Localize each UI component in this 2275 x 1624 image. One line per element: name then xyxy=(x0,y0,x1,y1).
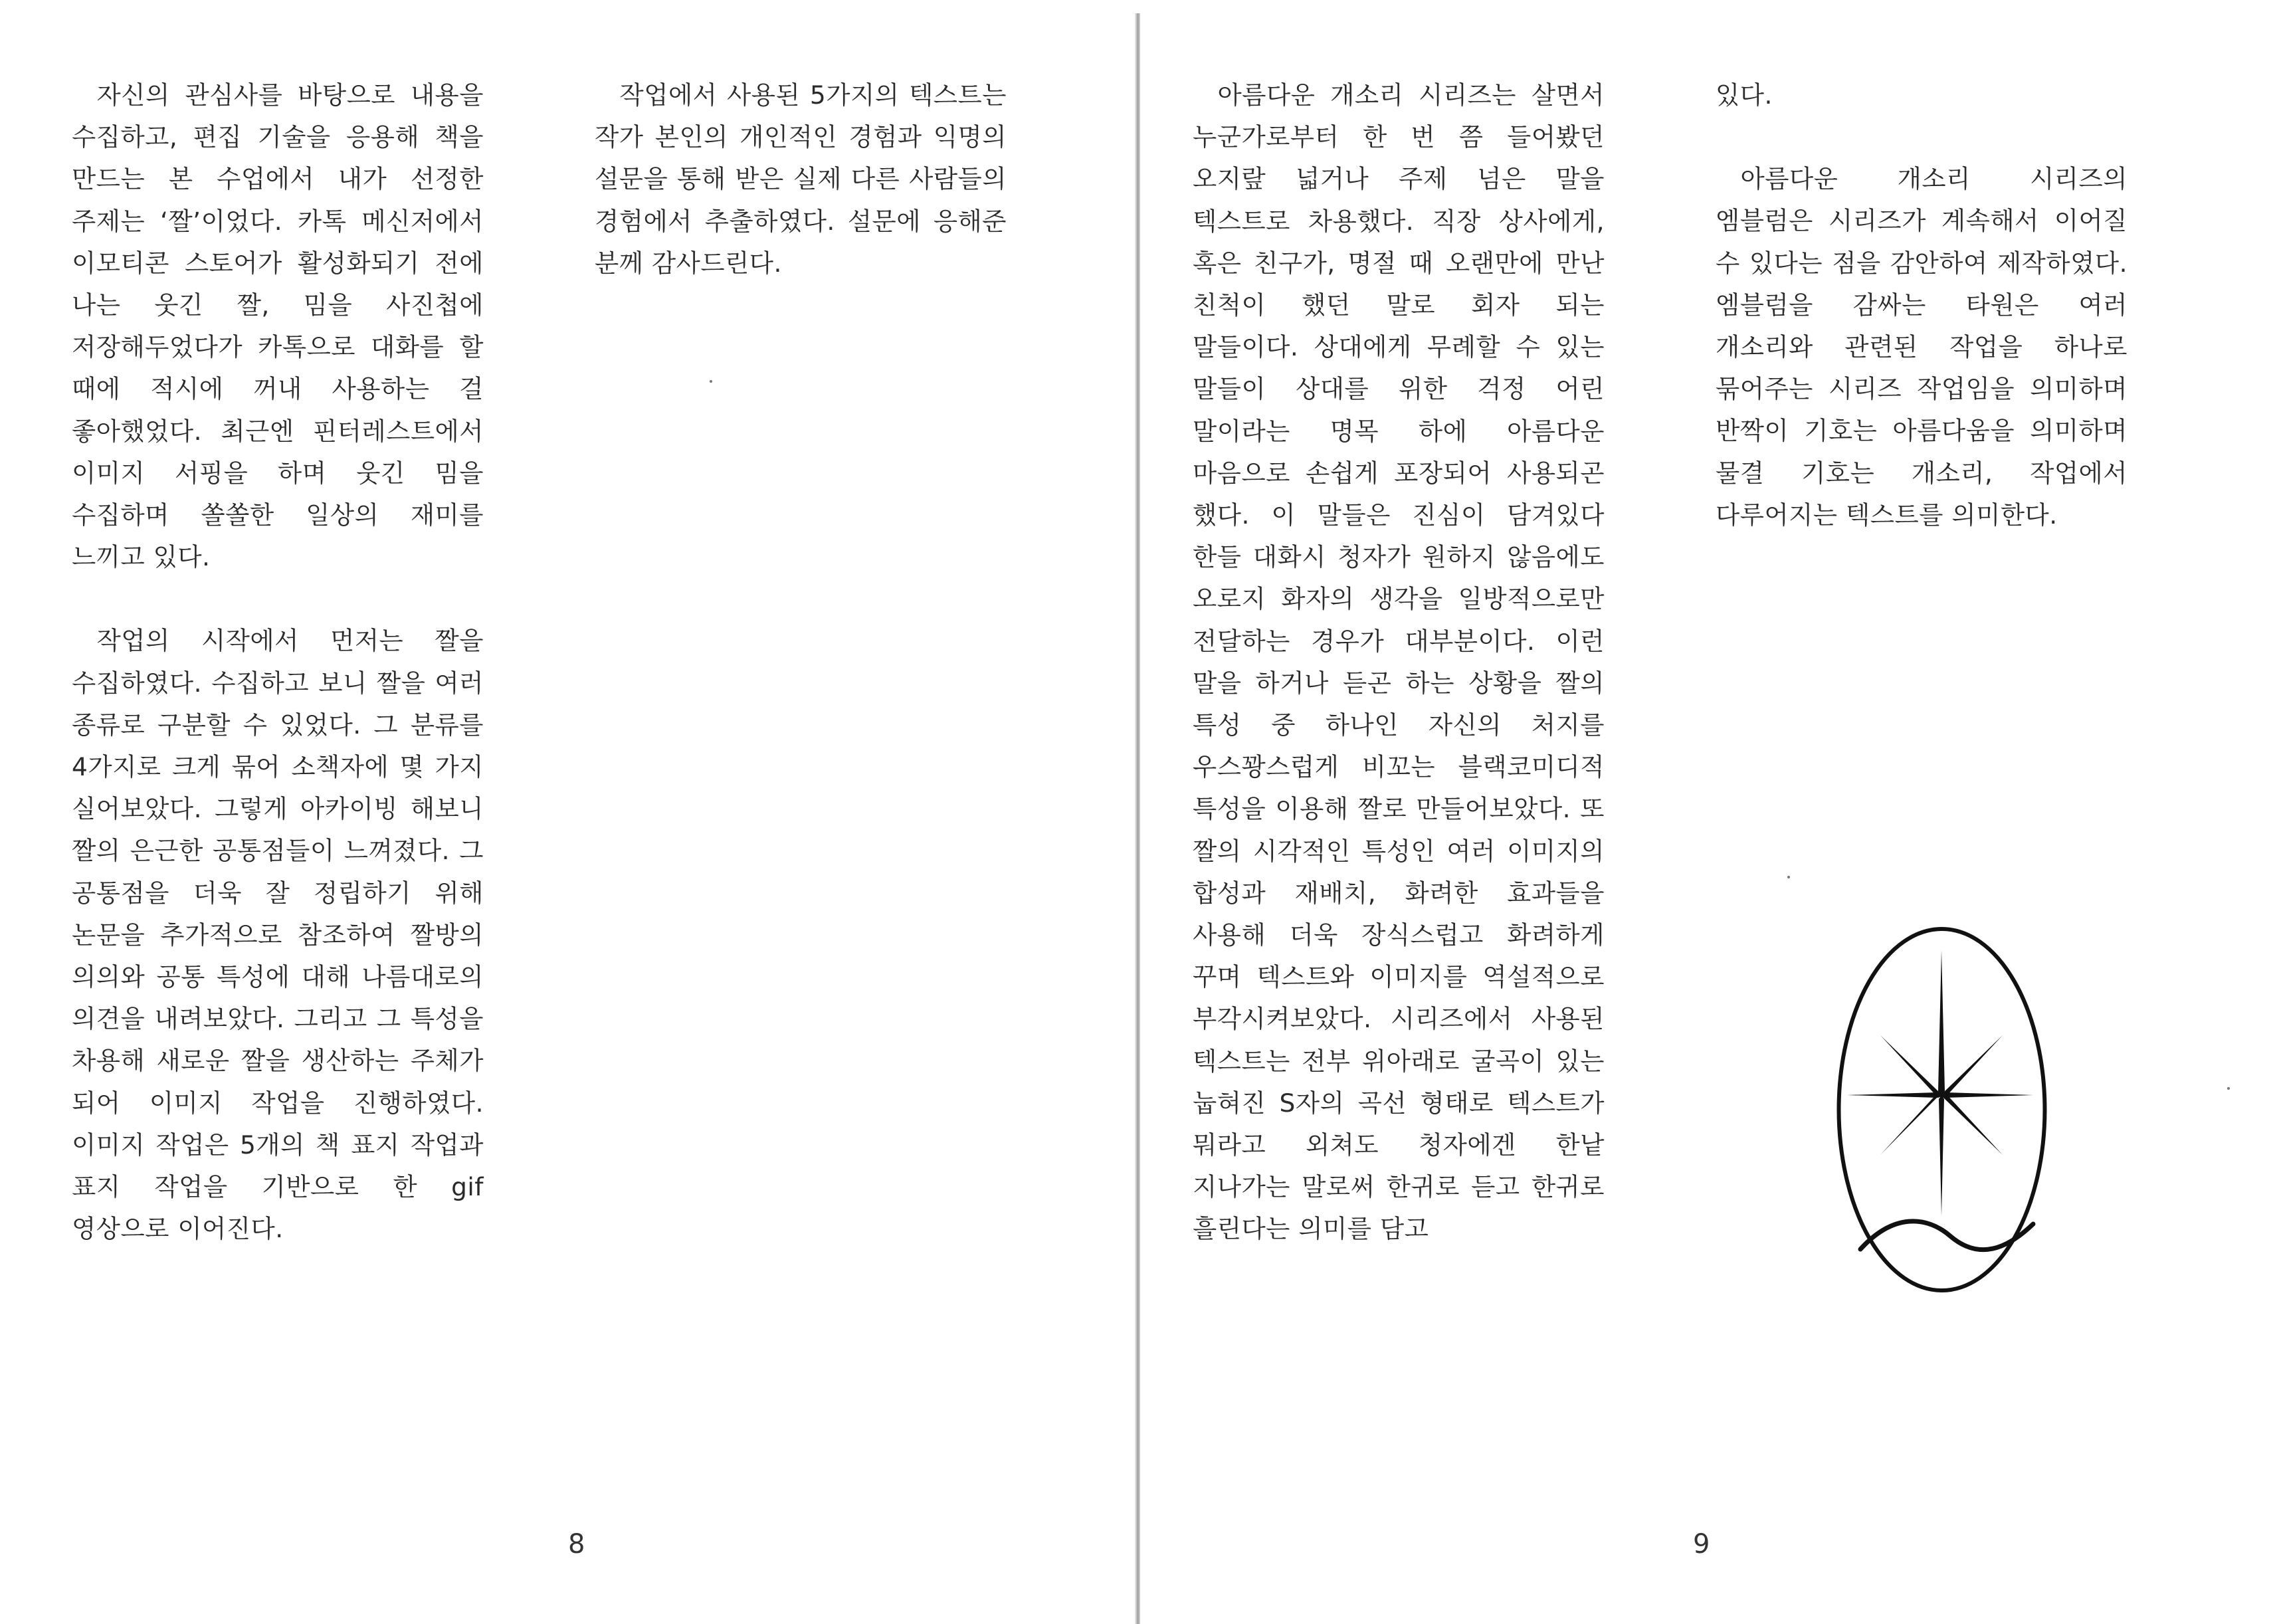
left-page-column-1 xyxy=(72,74,484,1250)
wave-icon xyxy=(1860,1221,2033,1250)
paragraph: 자신의 관심사를 바탕으로 내용을 수집하고, 편집 기술을 응용해 책을 만드는 본 수업에서 내가 선정한 주제는 ‘짤’이었다. 카톡 메신저에서 이모티콘 스토어가 활성화되기 전에 나는 웃긴 짤, 밈을 사진첩에 저장해두었다가 카톡으로 대화를 할 때에 적시에 꺼내 사용하는 걸 좋아했었다. 최근엔 핀터레스트에서 이미지 서핑을 하며 웃긴 밈을 수집하며 쏠쏠한 일상의 재미를 느끼고 있다. xyxy=(72,80,484,572)
emblem xyxy=(1834,924,2050,1296)
paper-speck xyxy=(710,380,712,383)
paragraph: 작업의 시작에서 먼저는 짤을 수집하였다. 수집하고 보니 짤을 여러 종류로 구분할 수 있었다. 그 분류를 4가지로 크게 묶어 소책자에 몇 가지 실어보았다. 그렇게 아카이빙 해보니 짤의 은근한 공통점들이 느껴졌다. 그 공통점을 더욱 잘 정립하기 위해 논문을 추가적으로 참조하여 짤방의 의의와 공통 특성에 대해 나름대로의 의견을 내려보았다. 그리고 그 특성을 차용해 새로운 짤을 생산하는 주체가 되어 이미지 작업을 진행하였다. 이미지 작업은 5개의 책 표지 작업과 표지 작업을 기반으로 한 gif 영상으로 이어진다. xyxy=(72,626,484,1244)
paragraph: 아름다운 개소리 시리즈의 엠블럼은 시리즈가 계속해서 이어질 수 있다는 점을 감안하여 제작하였다. 엠블럼을 감싸는 타원은 여러 개소리와 관련된 작업을 하나로 묶어주는 시리즈 작업임을 의미하며 반짝이 기호는 아름다움을 의미하며 물결 기호는 개소리, 작업에서 다루어지는 텍스트를 의미한다. xyxy=(1716,164,2127,530)
right-page-column-1 xyxy=(1193,74,1605,1251)
paragraph-continuation: 있다. xyxy=(1716,80,1773,110)
paragraph: 작업에서 사용된 5가지의 텍스트는 작가 본인의 개인적인 경험과 익명의 설문을 통해 받은 실제 다른 사람들의 경험에서 추출하였다. 설문에 응해준 분께 감사드린다. xyxy=(595,80,1007,278)
page-number-right: 9 xyxy=(1693,1529,1710,1560)
right-page-column-2 xyxy=(1716,74,2127,536)
page-number-left: 8 xyxy=(568,1529,585,1560)
paper-speck xyxy=(2227,1087,2230,1090)
paper-speck xyxy=(1787,876,1790,878)
paragraph: 아름다운 개소리 시리즈는 살면서 누군가로부터 한 번 쯤 들어봤던 오지랖 넓거나 주제 넘은 말을 텍스트로 차용했다. 직장 상사에게, 혹은 친구가, 명절 때 오랜만에 만난 친척이 했던 말로 회자 되는 말들이다. 상대에게 무례할 수 있는 말들이 상대를 위한 걱정 어린 말이라는 명목 하에 아름다운 마음으로 손쉽게 포장되어 사용되곤 했다. 이 말들은 진심이 담겨있다 한들 대화시 청자가 원하지 않음에도 오로지 화자의 생각을 일방적으로만 전달하는 경우가 대부분이다. 이런 말을 하거나 듣곤 하는 상황을 짤의 특성 중 하나인 자신의 처지를 우스꽝스럽게 비꼬는 블랙코미디적 특성을 이용해 짤로 만들어보았다. 또 짤의 시각적인 특성인 여러 이미지의 합성과 재배치, 화려한 효과들을 사용해 더욱 장식스럽고 화려하게 꾸며 텍스트와 이미지를 역설적으로 부각시켜보았다. 시리즈에서 사용된 텍스트는 전부 위아래로 굴곡이 있는 눕혀진 S자의 곡선 형태로 텍스트가 뭐라고 외쳐도 청자에겐 한낱 지나가는 말로써 한귀로 듣고 한귀로 흘린다는 의미를 담고 xyxy=(1193,80,1605,1244)
sparkle-star-icon xyxy=(1847,950,2033,1216)
book-gutter xyxy=(1135,13,1140,1624)
left-page-column-2 xyxy=(595,74,1007,284)
